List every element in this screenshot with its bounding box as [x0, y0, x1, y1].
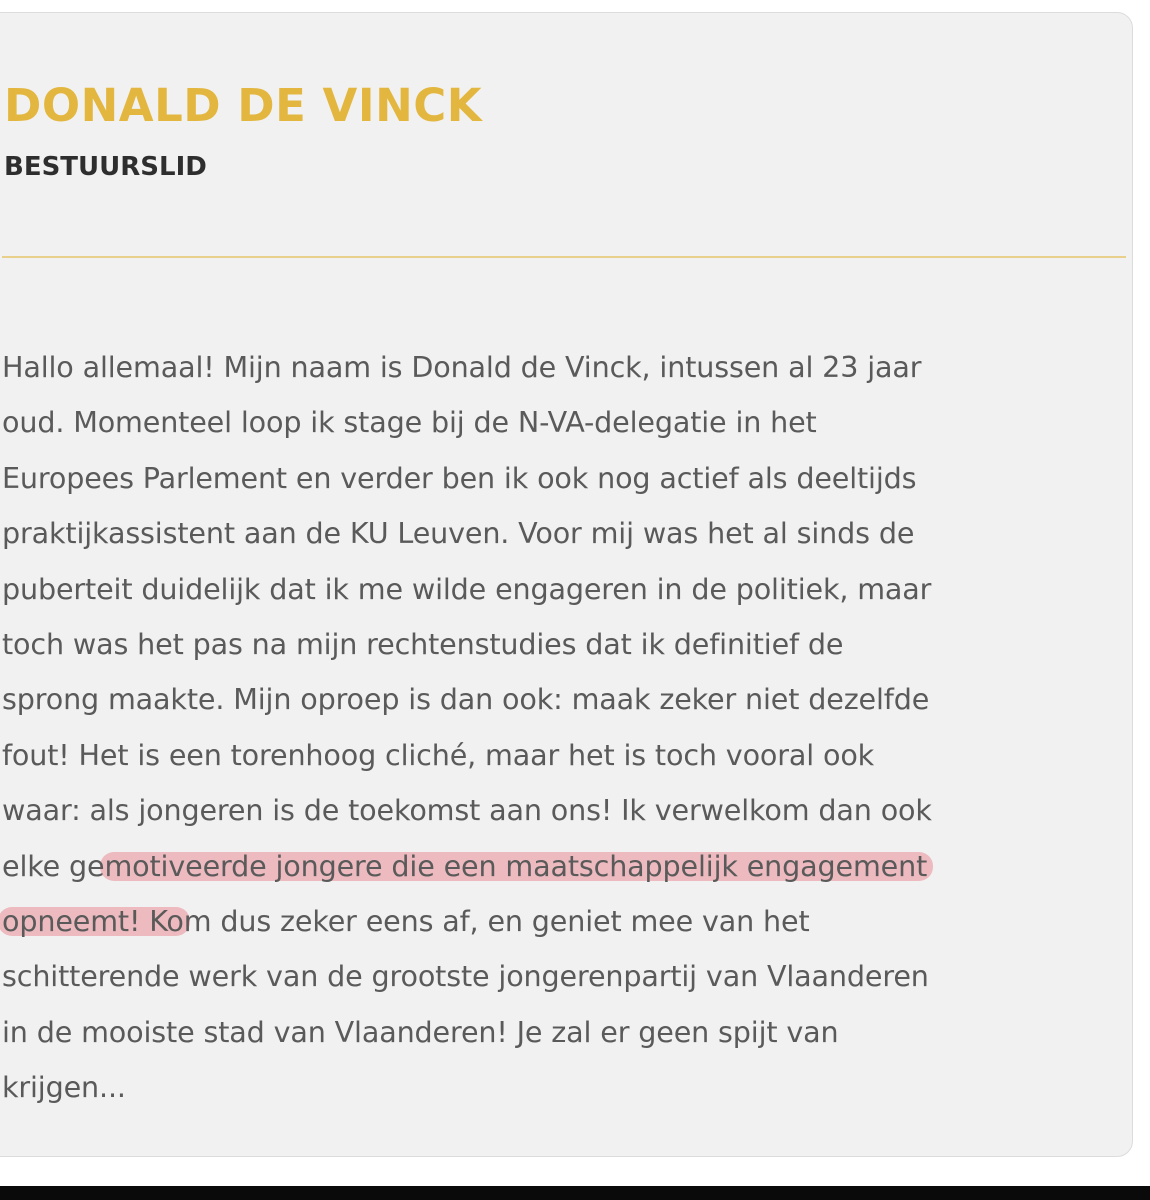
profile-role: BESTUURSLID — [4, 152, 207, 182]
divider — [2, 256, 1126, 258]
bio-line: schitterende werk van de grootste jongerenpartij van Vlaanderen — [2, 959, 929, 994]
bio-line: waar: als jongeren is de toekomst aan ons! Ik verwelkom dan ook — [2, 793, 932, 828]
bio-line: in de mooiste stad van Vlaanderen! Je zal er geen spijt van — [2, 1014, 839, 1049]
bio-line: praktijkassistent aan de KU Leuven. Voor mij was het al sinds de — [2, 516, 915, 551]
bio-text: elke ge — [2, 848, 105, 883]
bio-line-highlighted — [2, 839, 1126, 894]
bio-line: fout! Het is een torenhoog cliché, maar het is toch vooral ook — [2, 737, 875, 772]
bio-line: krijgen... — [2, 1070, 126, 1105]
highlight-mark: opneemt! Ko — [2, 903, 184, 938]
bio-line: oud. Momenteel loop ik stage bij de N-VA-delegatie in het — [2, 405, 817, 440]
profile-bio — [2, 340, 1126, 1115]
bio-text: m dus zeker eens af, en geniet mee van het — [183, 903, 810, 938]
bio-line: sprong maakte. Mijn oproep is dan ook: maak zeker niet dezelfde — [2, 682, 930, 717]
bio-line: Europees Parlement en verder ben ik ook nog actief als deeltijds — [2, 460, 917, 495]
bio-line-highlighted — [2, 894, 1126, 949]
screen-bottom-edge — [0, 1186, 1150, 1200]
bio-line: Hallo allemaal! Mijn naam is Donald de Vinck, intussen al 23 jaar — [2, 350, 922, 384]
bio-line: puberteit duidelijk dat ik me wilde engageren in de politiek, maar — [2, 571, 932, 606]
highlight-mark: motiveerde jongere die een maatschappelijk engagement — [104, 848, 928, 883]
profile-name: DONALD DE VINCK — [4, 79, 483, 132]
bio-line: toch was het pas na mijn rechtenstudies dat ik definitief de — [2, 626, 844, 661]
